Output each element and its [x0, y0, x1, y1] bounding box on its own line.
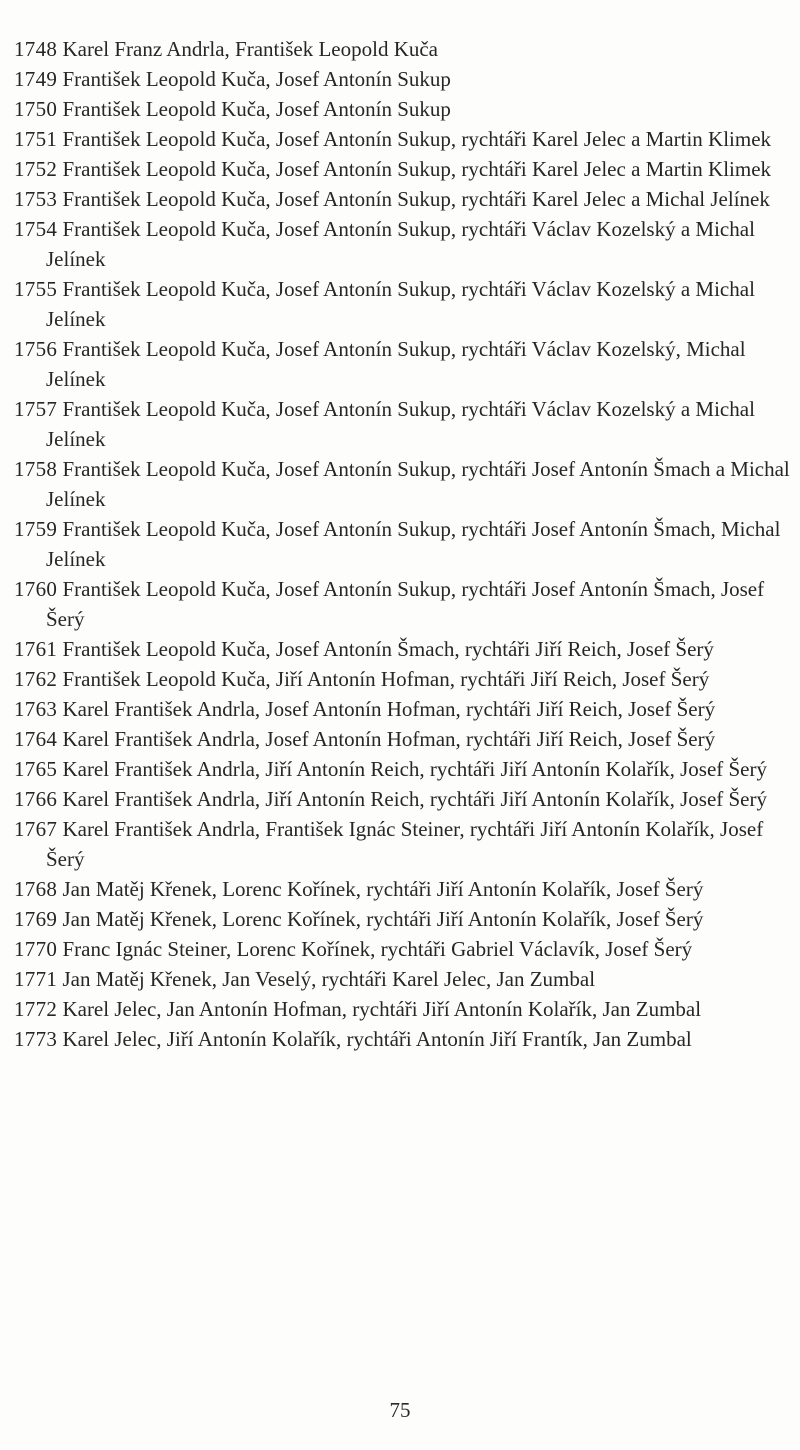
- entry-names: František Leopold Kuča, Josef Antonín Sukup, rychtáři Josef Antonín Šmach, Michal Jelínek: [46, 517, 781, 571]
- year-entry: [14, 934, 792, 964]
- entry-names: František Leopold Kuča, Josef Antonín Sukup, rychtáři Václav Kozelský a Michal Jelínek: [46, 397, 755, 451]
- entry-names: Jan Matěj Křenek, Lorenc Kořínek, rychtáři Jiří Antonín Kolařík, Josef Šerý: [62, 877, 704, 901]
- entry-names: Karel František Andrla, Josef Antonín Hofman, rychtáři Jiří Reich, Josef Šerý: [62, 727, 716, 751]
- entry-year: 1760: [14, 577, 58, 601]
- year-entry: [14, 664, 792, 694]
- year-entry: [14, 334, 792, 394]
- entry-year: 1755: [14, 277, 58, 301]
- entry-names: Karel František Andrla, Josef Antonín Hofman, rychtáři Jiří Reich, Josef Šerý: [62, 697, 716, 721]
- year-entry: [14, 754, 792, 784]
- entry-year: 1765: [14, 757, 58, 781]
- entry-year: 1751: [14, 127, 58, 151]
- year-entry: [14, 1024, 792, 1054]
- entry-year: 1756: [14, 337, 58, 361]
- year-entry: [14, 514, 792, 574]
- entry-year: 1764: [14, 727, 58, 751]
- entry-year: 1762: [14, 667, 58, 691]
- entry-names: Karel Franz Andrla, František Leopold Kuča: [62, 37, 439, 61]
- year-entry: [14, 94, 792, 124]
- entry-year: 1748: [14, 37, 58, 61]
- year-entry: [14, 904, 792, 934]
- entry-year: 1752: [14, 157, 58, 181]
- entry-names: František Leopold Kuča, Josef Antonín Šmach, rychtáři Jiří Reich, Josef Šerý: [62, 637, 714, 661]
- entry-names: Karel Jelec, Jiří Antonín Kolařík, rychtáři Antonín Jiří Frantík, Jan Zumbal: [62, 1027, 692, 1051]
- page-number: 75: [389, 1398, 411, 1422]
- entry-names: František Leopold Kuča, Josef Antonín Sukup: [62, 67, 451, 91]
- year-entry: [14, 634, 792, 664]
- entry-names: Karel František Andrla, Jiří Antonín Reich, rychtáři Jiří Antonín Kolařík, Josef Šerý: [62, 787, 767, 811]
- entry-year: 1753: [14, 187, 58, 211]
- year-entry: [14, 64, 792, 94]
- entry-names: František Leopold Kuča, Josef Antonín Sukup, rychtáři Josef Antonín Šmach a Michal Jelínek: [46, 457, 790, 511]
- entry-names: František Leopold Kuča, Josef Antonín Sukup, rychtáři Václav Kozelský, Michal Jelínek: [46, 337, 746, 391]
- year-entry: [14, 394, 792, 454]
- entry-year: 1754: [14, 217, 58, 241]
- entry-year: 1758: [14, 457, 58, 481]
- entry-names: Karel František Andrla, František Ignác Steiner, rychtáři Jiří Antonín Kolařík, Josef Šerý: [46, 817, 764, 871]
- entry-year: 1771: [14, 967, 58, 991]
- year-entry: [14, 34, 792, 64]
- year-entry: [14, 994, 792, 1024]
- entry-year: 1772: [14, 997, 58, 1021]
- entry-names: Karel Jelec, Jan Antonín Hofman, rychtáři Jiří Antonín Kolařík, Jan Zumbal: [62, 997, 702, 1021]
- entry-names: Jan Matěj Křenek, Lorenc Kořínek, rychtáři Jiří Antonín Kolařík, Josef Šerý: [62, 907, 704, 931]
- entry-names: Jan Matěj Křenek, Jan Veselý, rychtáři Karel Jelec, Jan Zumbal: [62, 967, 596, 991]
- entry-year: 1761: [14, 637, 58, 661]
- entry-year: 1759: [14, 517, 58, 541]
- year-entry: [14, 184, 792, 214]
- year-entry: [14, 214, 792, 274]
- entry-names: František Leopold Kuča, Jiří Antonín Hofman, rychtáři Jiří Reich, Josef Šerý: [62, 667, 710, 691]
- entry-names: Franc Ignác Steiner, Lorenc Kořínek, rychtáři Gabriel Václavík, Josef Šerý: [62, 937, 693, 961]
- year-entry: [14, 274, 792, 334]
- entry-year: 1750: [14, 97, 58, 121]
- year-entry: [14, 154, 792, 184]
- year-entry: [14, 814, 792, 874]
- entry-year: 1768: [14, 877, 58, 901]
- entry-year: 1763: [14, 697, 58, 721]
- entry-year: 1749: [14, 67, 58, 91]
- entry-names: František Leopold Kuča, Josef Antonín Sukup, rychtáři Karel Jelec a Martin Klimek: [62, 127, 772, 151]
- entry-names: Karel František Andrla, Jiří Antonín Reich, rychtáři Jiří Antonín Kolařík, Josef Šerý: [62, 757, 767, 781]
- year-entry: [14, 874, 792, 904]
- year-entry: [14, 124, 792, 154]
- entry-names: František Leopold Kuča, Josef Antonín Sukup, rychtáři Václav Kozelský a Michal Jelínek: [46, 217, 755, 271]
- year-entry: [14, 454, 792, 514]
- entry-names: František Leopold Kuča, Josef Antonín Sukup, rychtáři Josef Antonín Šmach, Josef Šerý: [46, 577, 765, 631]
- entry-names: František Leopold Kuča, Josef Antonín Sukup, rychtáři Karel Jelec a Michal Jelínek: [62, 187, 770, 211]
- entry-year: 1769: [14, 907, 58, 931]
- year-entry: [14, 694, 792, 724]
- year-entry: [14, 724, 792, 754]
- entry-year: 1757: [14, 397, 58, 421]
- entry-names: František Leopold Kuča, Josef Antonín Sukup, rychtáři Karel Jelec a Martin Klimek: [62, 157, 772, 181]
- year-entry-list: [14, 34, 792, 1054]
- year-entry: [14, 574, 792, 634]
- entry-year: 1773: [14, 1027, 58, 1051]
- entry-year: 1767: [14, 817, 58, 841]
- year-entry: [14, 964, 792, 994]
- entry-names: František Leopold Kuča, Josef Antonín Sukup: [62, 97, 451, 121]
- entry-names: František Leopold Kuča, Josef Antonín Sukup, rychtáři Václav Kozelský a Michal Jelínek: [46, 277, 755, 331]
- entry-year: 1770: [14, 937, 58, 961]
- entry-year: 1766: [14, 787, 58, 811]
- year-entry: [14, 784, 792, 814]
